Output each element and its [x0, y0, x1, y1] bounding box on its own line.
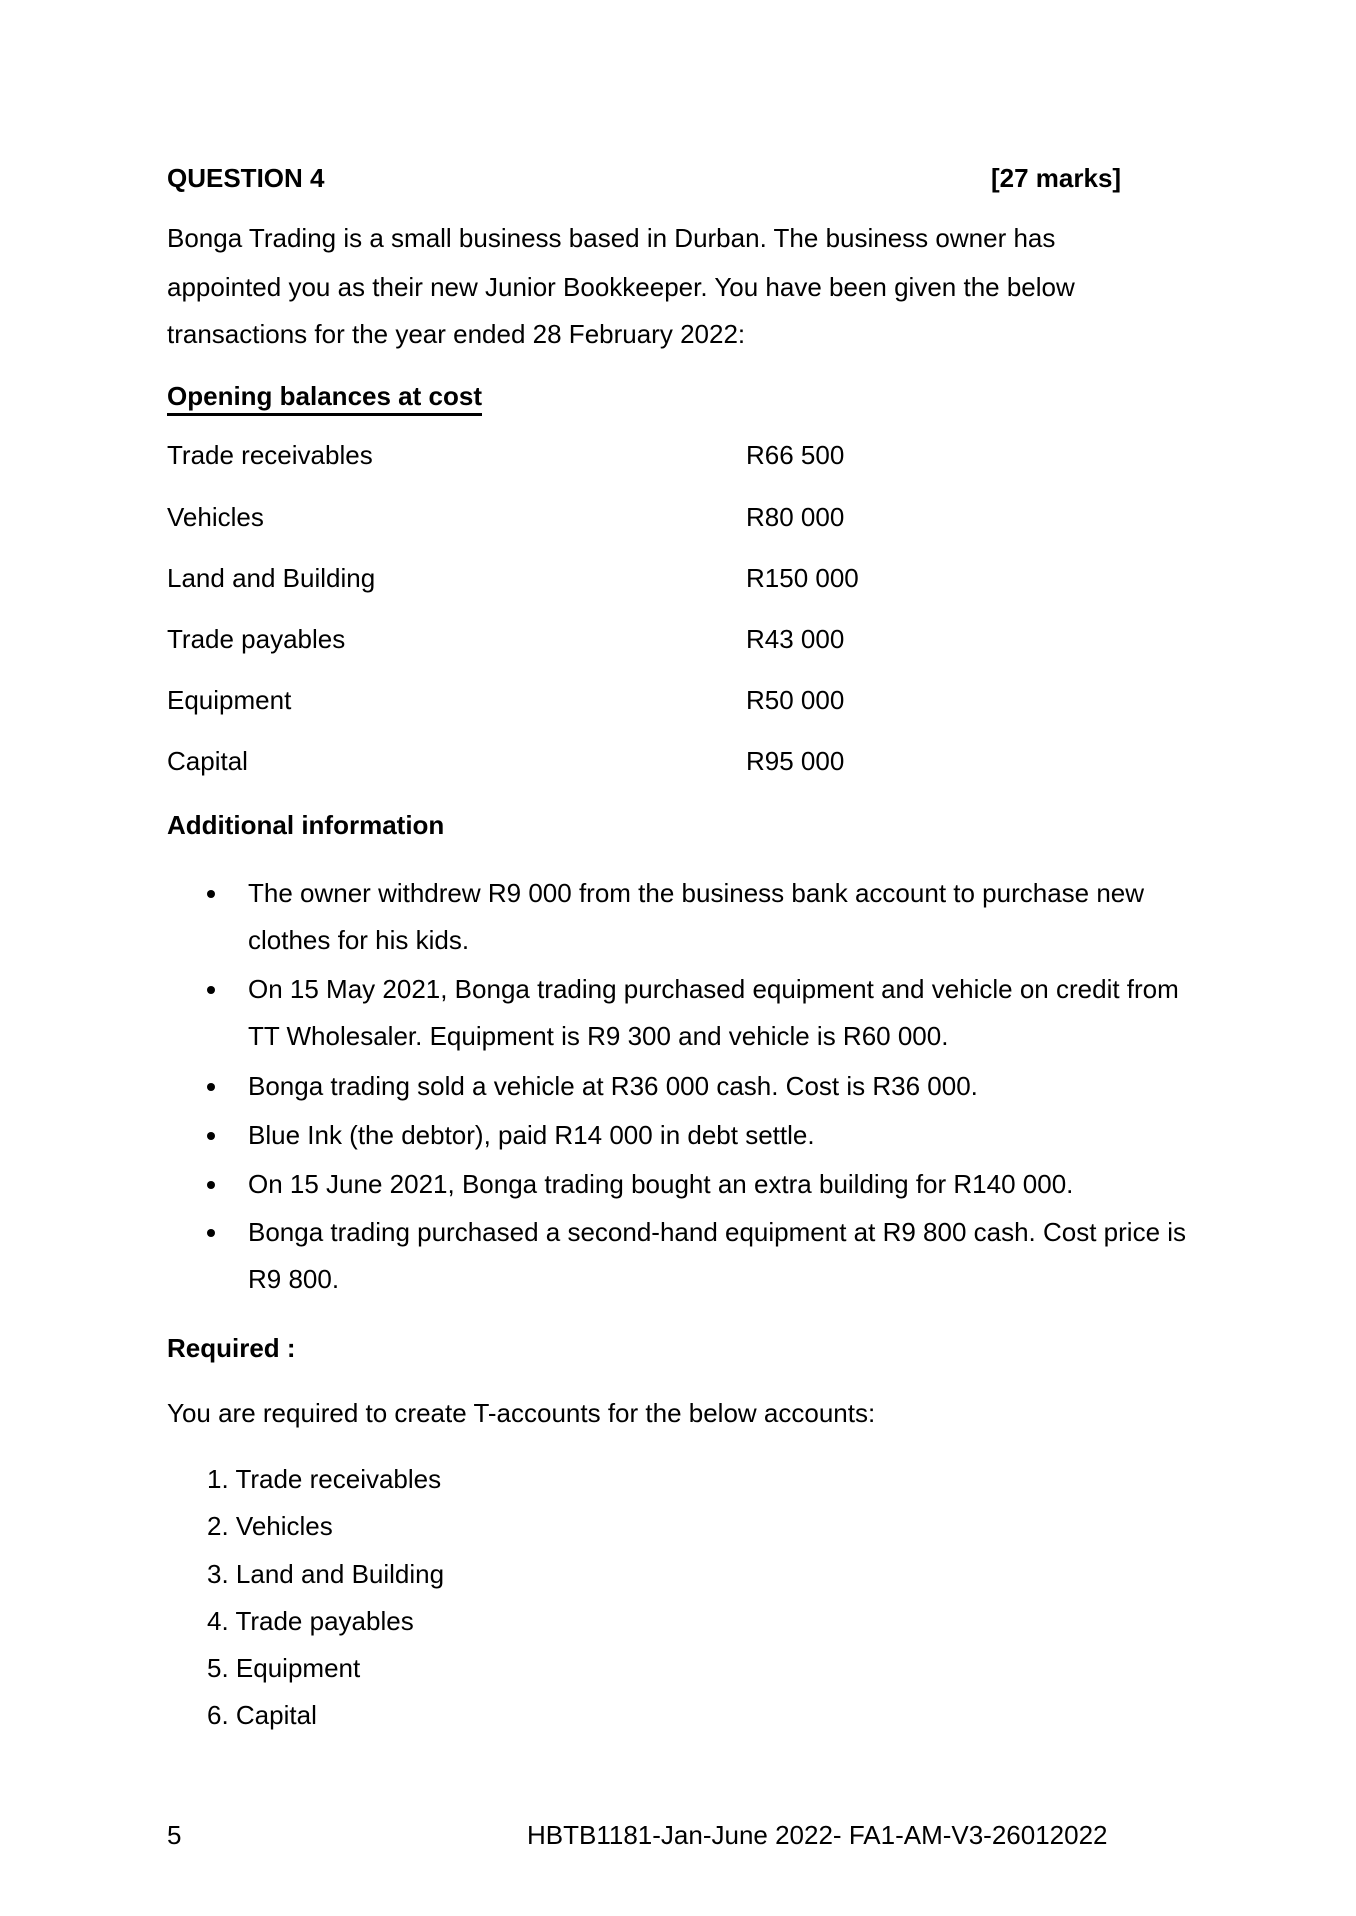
- intro-line-3: transactions for the year ended 28 February 2022:: [167, 319, 746, 349]
- intro-line-2: appointed you as their new Junior Bookkeeper. You have been given the below: [167, 272, 1075, 302]
- balance-label: Capital: [167, 746, 248, 776]
- required-account-item: 5. Equipment: [207, 1653, 361, 1683]
- bullet-icon: [207, 1132, 215, 1140]
- additional-info-heading: Additional information: [167, 810, 445, 840]
- balance-value: R150 000: [746, 563, 859, 593]
- balance-value: R95 000: [746, 746, 845, 776]
- document-code: HBTB1181-Jan-June 2022- FA1-AM-V3-26012022: [527, 1820, 1108, 1850]
- bullet-icon: [207, 1083, 215, 1091]
- balance-value: R43 000: [746, 624, 845, 654]
- bullet-text: Bonga trading sold a vehicle at R36 000 cash. Cost is R36 000.: [248, 1071, 978, 1101]
- balance-label: Land and Building: [167, 563, 376, 593]
- page-number: 5: [167, 1820, 182, 1850]
- bullet-icon: [207, 1181, 215, 1189]
- balance-value: R50 000: [746, 685, 845, 715]
- bullet-text: The owner withdrew R9 000 from the business bank account to purchase new clothes for his kids.: [248, 878, 1145, 955]
- balance-value: R66 500: [746, 440, 845, 470]
- bullet-icon: [207, 890, 215, 898]
- balance-label: Equipment: [167, 685, 292, 715]
- marks-label: [27 marks]: [991, 163, 1122, 193]
- bullet-text: On 15 May 2021, Bonga trading purchased equipment and vehicle on credit from TT Wholesaler. Equipment is R9 300 and vehicle is R60 000.: [248, 974, 1179, 1051]
- intro-line-1: Bonga Trading is a small business based in Durban. The business owner has: [167, 223, 1056, 253]
- required-account-item: 2. Vehicles: [207, 1511, 333, 1541]
- required-account-item: 3. Land and Building: [207, 1559, 445, 1589]
- required-account-item: 4. Trade payables: [207, 1606, 414, 1636]
- required-account-item: 1. Trade receivables: [207, 1464, 442, 1494]
- bullet-icon: [207, 986, 215, 994]
- bullet-text: Bonga trading purchased a second-hand equipment at R9 800 cash. Cost price is R9 800.: [248, 1217, 1187, 1294]
- balance-label: Vehicles: [167, 502, 264, 532]
- required-account-item: 6. Capital: [207, 1700, 317, 1730]
- required-instruction: You are required to create T-accounts for the below accounts:: [167, 1398, 876, 1428]
- bullet-text: On 15 June 2021, Bonga trading bought an extra building for R140 000.: [248, 1169, 1074, 1199]
- balance-label: Trade receivables: [167, 440, 373, 470]
- question-label: QUESTION 4: [167, 163, 325, 193]
- bullet-icon: [207, 1229, 215, 1237]
- balance-value: R80 000: [746, 502, 845, 532]
- opening-balances-heading: Opening balances at cost: [167, 381, 482, 416]
- bullet-text: Blue Ink (the debtor), paid R14 000 in debt settle.: [248, 1120, 815, 1150]
- balance-label: Trade payables: [167, 624, 346, 654]
- required-heading: Required :: [167, 1333, 296, 1363]
